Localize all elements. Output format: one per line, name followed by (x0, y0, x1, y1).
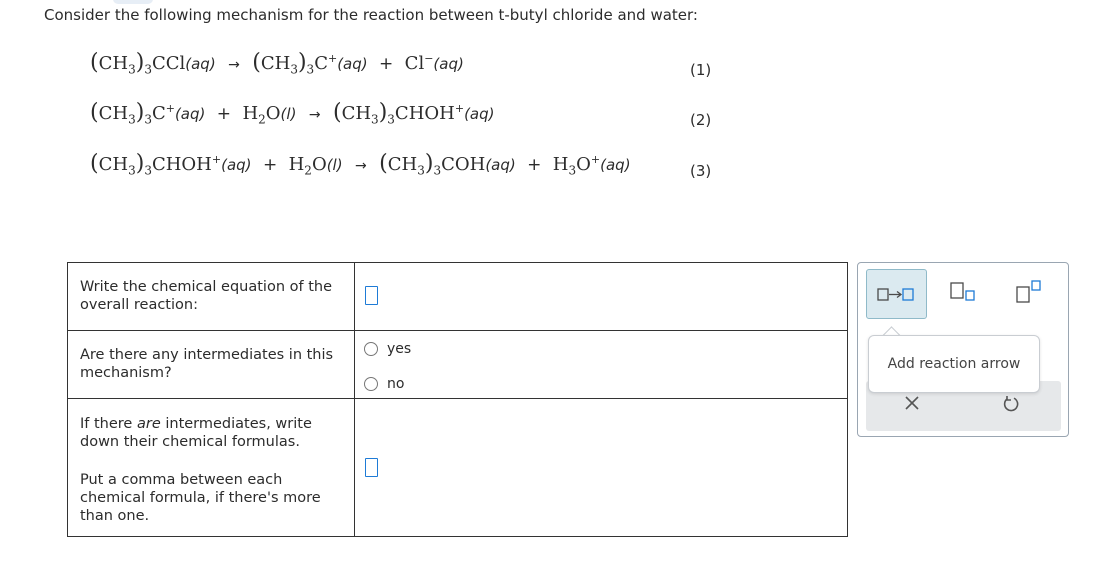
step-number-1: (1) (690, 61, 712, 79)
close-icon (903, 394, 921, 412)
mechanism-step-2: $(CH_3)_3C^+(aq) + H_2O(l)$ → $(CH_3)_3CHOH^+(aq)$ (90, 100, 495, 127)
radio-no[interactable]: no (364, 376, 846, 392)
intermediates-question-label: Are there any intermediates in this mechanism? (68, 331, 355, 399)
reaction-arrow-icon (867, 270, 926, 318)
question-intro: Consider the following mechanism for the reaction between t-butyl chloride and water: (44, 6, 698, 24)
overall-equation-input[interactable] (365, 286, 378, 305)
intermediates-radio-cell (355, 331, 848, 399)
undo-button[interactable] (1001, 394, 1021, 418)
intermediates-formula-input[interactable] (365, 458, 378, 477)
comma-instruction: Put a comma between each chemical formula, if there's more than one. (80, 472, 321, 524)
step-number-3: (3) (690, 162, 712, 180)
subscript-button[interactable] (944, 277, 984, 313)
radio-no-circle[interactable] (364, 377, 378, 391)
mechanism-step-3: $(CH_3)_3CHOH^+(aq) + H_2O(l) \to (CH_3)_3COH(aq) + H_3O^+(aq)$ (90, 151, 631, 178)
intermediates-formula-label: If there are intermediates, write down their chemical formulas. Put a comma between each chemical formula, if there's more than one. (68, 399, 355, 537)
reaction-arrow-button[interactable] (866, 269, 927, 319)
tool-palette (857, 262, 1069, 437)
clear-button[interactable] (903, 393, 921, 417)
mechanism-step-1: $(CH_3)_3CCl(aq) \to (CH_3)_3C^+(aq) + Cl^-(aq)$ (90, 50, 464, 77)
superscript-icon (1009, 277, 1049, 309)
step-number-2: (2) (690, 111, 712, 129)
answer-table (67, 262, 848, 537)
subscript-icon (944, 277, 984, 309)
top-tab-indicator (113, 0, 153, 4)
undo-icon (1001, 394, 1021, 414)
radio-yes[interactable]: yes (364, 341, 846, 357)
overall-equation-cell (355, 263, 848, 331)
intermediates-formula-cell (355, 399, 848, 537)
overall-equation-label: Write the chemical equation of the overall reaction: (68, 263, 355, 331)
radio-yes-circle[interactable] (364, 342, 378, 356)
reaction-arrow-tooltip: Add reaction arrow (868, 335, 1040, 393)
superscript-button[interactable] (1009, 277, 1049, 313)
